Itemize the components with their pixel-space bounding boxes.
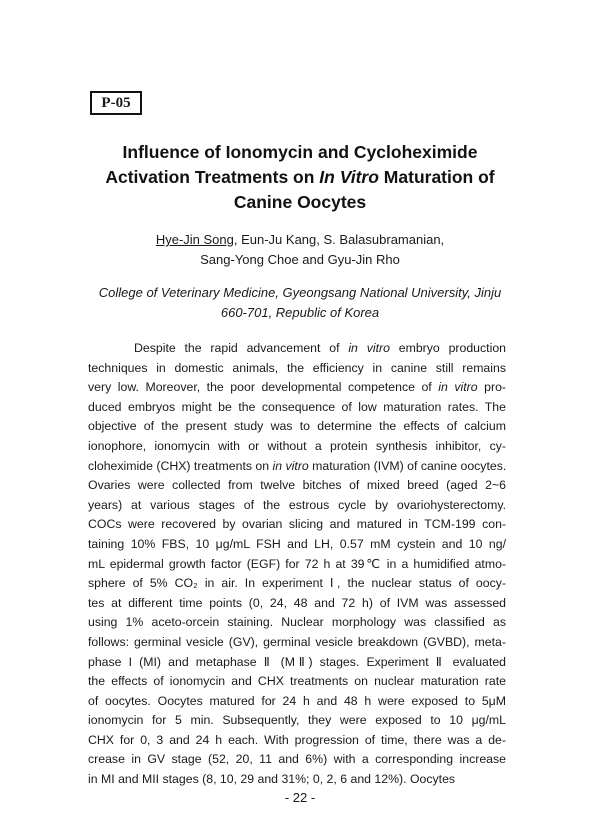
italic-term: in vitro (438, 380, 478, 395)
abstract-line: COCs were recovered by ovarian slicing and matured in TCM-199 con- (88, 517, 506, 532)
abstract-line: in MI and MII stages (8, 10, 29 and 31%; 0, 2, 6 and 12%). Oocytes (88, 772, 456, 787)
abstract-line: sphere of 5% CO₂ in air. In experiment Ⅰ, the nuclear status of oocy- (88, 576, 506, 591)
abstract-text: embryo production (389, 341, 507, 355)
title-line-3: Canine Oocytes (233, 192, 367, 212)
title-text: Maturation of (378, 167, 495, 187)
title-line-2 (60, 165, 540, 190)
italic-term: in vitro (348, 341, 390, 355)
authors-line-2: Sang-Yong Choe and Gyu-Jin Rho (200, 252, 400, 267)
abstract-text: very low. Moreover, the poor developmental competence of (88, 380, 439, 395)
abstract-line: mL epidermal growth factor (EGF) for 72 h at 39℃ in a humidified atmo- (88, 556, 506, 571)
abstract-body (88, 339, 506, 790)
abstract-line (88, 339, 506, 359)
abstract-line: years) at various stages of the estrous cycle by ovariohysterectomy. (88, 497, 506, 512)
poster-id: P-05 (101, 94, 131, 111)
page-number: - 22 - (284, 790, 316, 805)
abstract-line: duced embryos might be the consequence of low maturation rates. The (88, 399, 506, 414)
affiliation (60, 283, 540, 323)
abstract-line: taining 10% FBS, 10 μg/mL FSH and LH, 0.57 mM cystein and 10 ng/ (88, 536, 506, 551)
abstract-line: follows: germinal vesicle (GV), germinal vesicle breakdown (GVBD), meta- (88, 634, 506, 649)
abstract-line: Ovaries were collected from twelve bitches of mixed breed (aged 2~6 (88, 478, 506, 493)
abstract-line: crease in GV stage (52, 20, 11 and 6%) with a corresponding increase (88, 752, 506, 767)
abstract-text: Despite the rapid advancement of (134, 341, 349, 355)
title-line-1: Influence of Ionomycin and Cycloheximide (122, 142, 478, 162)
abstract-line: phase I (MI) and metaphase Ⅱ (MⅡ) stages. Experiment Ⅱ evaluated (88, 654, 506, 669)
abstract-line: of oocytes. Oocytes matured for 24 h and 48 h were exposed to 5μM (88, 693, 506, 708)
abstract-line (88, 457, 506, 477)
abstract-line: objective of the present study was to determine the effects of calcium (88, 419, 506, 434)
authors-line-1 (60, 230, 540, 250)
italic-term: in vitro (272, 458, 309, 473)
abstract-line: the effects of ionomycin and CHX treatments on nuclear maturation rate (88, 674, 506, 689)
co-authors: , Eun-Ju Kang, S. Balasubramanian, (233, 232, 445, 247)
abstract-line: ionophore, ionomycin with or without a protein synthesis inhibitor, cy- (88, 438, 506, 453)
abstract-line: using 1% aceto-orcein staining. Nuclear morphology was classified as (88, 615, 506, 630)
poster-id-box (90, 91, 142, 115)
affiliation-line-2: 660-701, Republic of Korea (220, 305, 380, 320)
presenting-author: Hye-Jin Song (155, 232, 234, 247)
author-list (60, 230, 540, 270)
abstract-line: ionomycin for 5 min. Subsequently, they were exposed to 10 μg/mL (88, 713, 506, 728)
title-italic-term: In Vitro (319, 167, 379, 187)
abstract-line: CHX for 0, 3 and 24 h each. With progression of time, there was a de- (88, 732, 506, 747)
affiliation-line-1: College of Veterinary Medicine, Gyeongsang National University, Jinju (98, 285, 502, 300)
abstract-line: tes at different time points (0, 24, 48 and 72 h) of IVM was assessed (88, 595, 506, 610)
title-text: Activation Treatments on (105, 167, 320, 187)
abstract-line: techniques in domestic animals, the efficiency in canine still remains (88, 360, 506, 375)
paper-title (60, 140, 540, 215)
abstract-line (88, 378, 506, 398)
abstract-text: pro- (477, 380, 507, 395)
abstract-text: cloheximide (CHX) treatments on (88, 458, 273, 473)
abstract-text: maturation (IVM) of canine oocytes. (308, 458, 507, 473)
